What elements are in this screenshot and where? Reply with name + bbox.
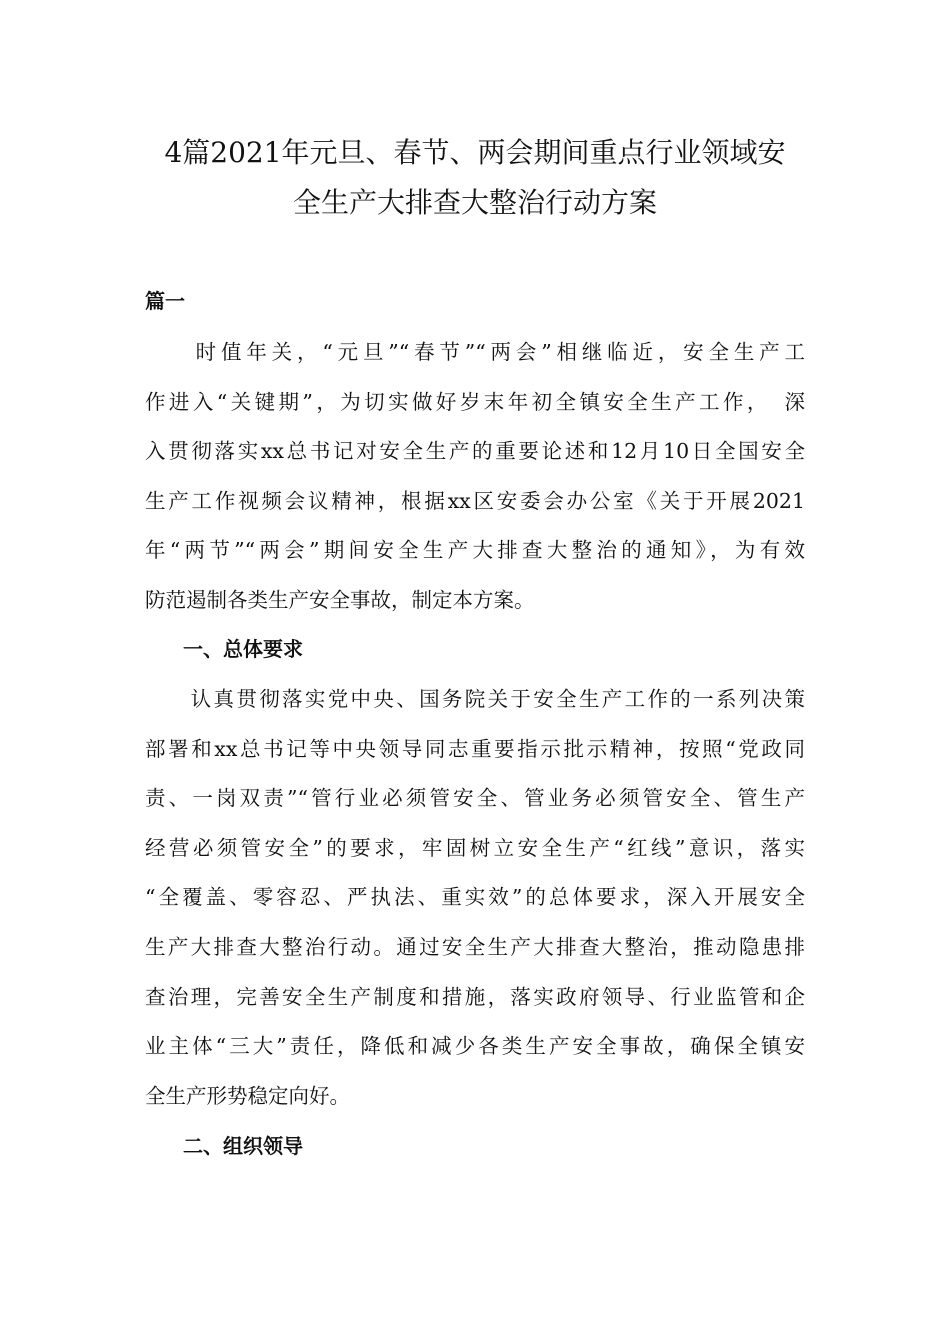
document-title: [145, 128, 805, 228]
section-heading-2: 二、组织领导: [183, 1134, 303, 1158]
paragraph-line: 全生产形势稳定向好。: [145, 1083, 350, 1108]
section-label: 篇一: [145, 289, 185, 313]
section-heading-1: 一、总体要求: [183, 637, 303, 661]
title-line: 4篇2021年元旦、春节、两会期间重点行业领域安: [164, 136, 786, 169]
intro-paragraph: [145, 328, 805, 626]
paragraph-line: 认真贯彻落实党中央、国务院关于安全生产工作的一系列决策: [145, 687, 805, 711]
body-paragraph-1: [145, 675, 805, 1121]
paragraph-line: 防范遏制各类生产安全事故，制定本方案。: [145, 587, 535, 612]
paragraph-line: 生产工作视频会议精神，根据xx区安委会办公室《关于开展2021: [145, 488, 805, 513]
paragraph-line: 时值年关，“元旦”“春节”“两会”相继临近，安全生产工: [145, 340, 805, 364]
paragraph-line: 生产大排查大整治行动。通过安全生产大排查大整治，推动隐患排: [145, 934, 805, 959]
paragraph-line: 部署和xx总书记等中央领导同志重要指示批示精神，按照“党政同: [145, 736, 805, 761]
paragraph-line: 经营必须管安全”的要求，牢固树立安全生产“红线”意识，落实: [145, 835, 805, 860]
paragraph-line: 业主体“三大”责任，降低和减少各类生产安全事故，确保全镇安: [145, 1034, 805, 1059]
paragraph-line: 作进入“关键期”，为切实做好岁末年初全镇安全生产工作， 深: [145, 389, 805, 414]
paragraph-line: 入贯彻落实xx总书记对安全生产的重要论述和12月10日全国安全: [145, 439, 805, 464]
paragraph-line: 责、一岗双责”“管行业必须管安全、管业务必须管安全、管生产: [145, 786, 805, 811]
paragraph-line: 查治理，完善安全生产制度和措施，落实政府领导、行业监管和企: [145, 984, 805, 1009]
title-line: 全生产大排查大整治行动方案: [292, 186, 657, 219]
paragraph-line: “全覆盖、零容忍、严执法、重实效”的总体要求，深入开展安全: [145, 885, 805, 910]
paragraph-line: 年“两节”“两会”期间安全生产大排查大整治的通知》，为有效: [145, 538, 805, 563]
